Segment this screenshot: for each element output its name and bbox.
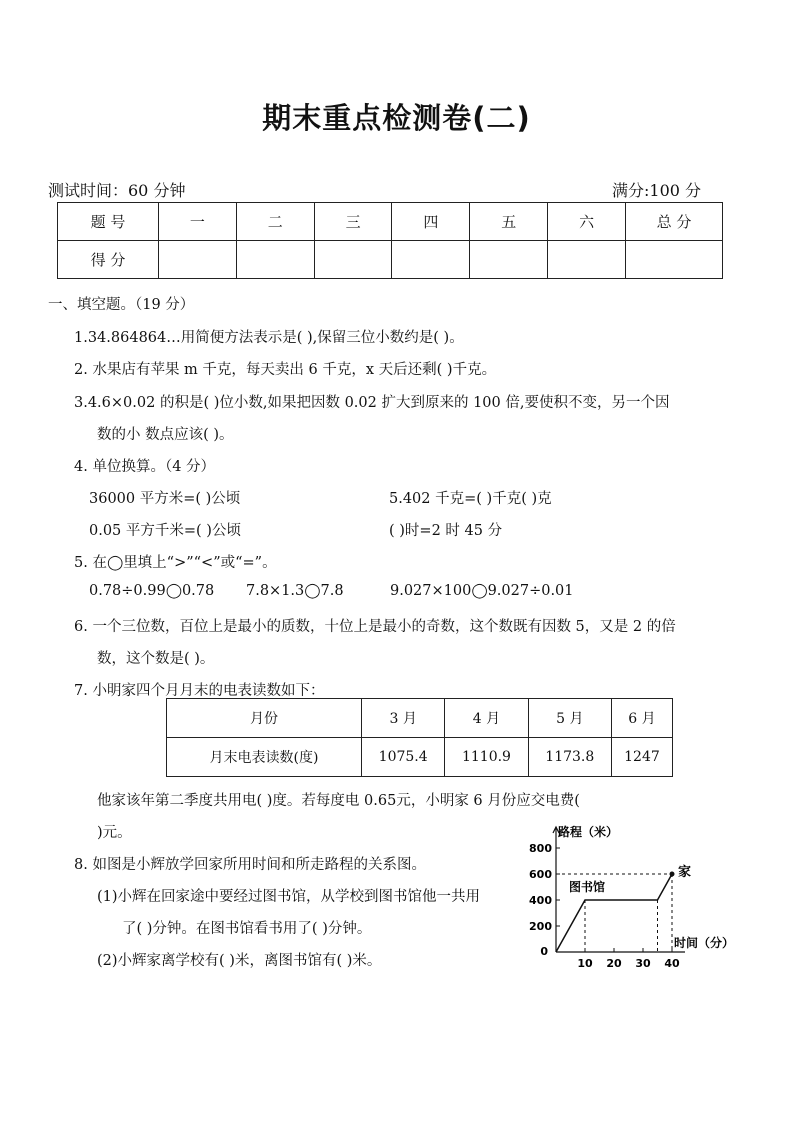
meter-value-cell: 1173.8 xyxy=(528,738,611,777)
origin-label: 0 xyxy=(540,945,548,958)
meter-table xyxy=(166,698,673,777)
question-5c: 9.027×100◯9.027÷0.01 xyxy=(390,583,574,599)
score-header-cell: 一 xyxy=(159,203,237,241)
score-header-cell: 四 xyxy=(392,203,470,241)
x-tick-label: 30 xyxy=(635,957,651,970)
question-8-2: (2)小辉家离学校有( )米，离图书馆有( )米。 xyxy=(97,953,382,969)
score-table-row xyxy=(58,241,723,279)
score-table xyxy=(57,202,723,279)
score-input-cell[interactable] xyxy=(548,241,626,279)
meter-header-cell: 5 月 xyxy=(528,699,611,738)
score-header-cell: 三 xyxy=(314,203,392,241)
meter-header-cell: 3 月 xyxy=(362,699,445,738)
question-7-line1: 他家该年第二季度共用电( )度。若每度电 0.65元，小明家 6 月份应交电费( xyxy=(97,793,580,809)
y-tick-label: 200 xyxy=(529,920,552,933)
score-input-cell[interactable] xyxy=(236,241,314,279)
question-5: 5. 在◯里填上“>”“<”或“=”。 xyxy=(74,555,277,571)
question-4c: 0.05 平方千米=( )公顷 xyxy=(89,523,241,539)
question-5b: 7.8×1.3◯7.8 xyxy=(246,583,344,599)
question-1: 1.34.864864…用简便方法表示是( ),保留三位小数约是( )。 xyxy=(74,330,464,346)
y-tick-label: 600 xyxy=(529,868,552,881)
x-axis-label: 时间（分） xyxy=(674,936,735,950)
question-8-1b: 了( )分钟。在图书馆看书用了( )分钟。 xyxy=(122,921,372,937)
question-2: 2. 水果店有苹果 m 千克，每天卖出 6 千克，x 天后还剩( )千克。 xyxy=(74,362,497,378)
question-6-line1: 6. 一个三位数，百位上是最小的质数，十位上是最小的奇数，这个数既有因数 5，又是 2 的倍 xyxy=(74,619,676,635)
score-input-cell[interactable] xyxy=(626,241,723,279)
question-6-line2: 数，这个数是( )。 xyxy=(97,651,215,667)
meter-table-row xyxy=(167,738,673,777)
score-input-cell[interactable] xyxy=(392,241,470,279)
question-7: 7. 小明家四个月月末的电表读数如下： xyxy=(74,683,325,699)
x-tick-label: 10 xyxy=(577,957,593,970)
question-4d: ( )时=2 时 45 分 xyxy=(389,523,503,539)
score-input-cell[interactable] xyxy=(159,241,237,279)
meter-header-cell: 月份 xyxy=(167,699,362,738)
question-8-1a: (1)小辉在回家途中要经过图书馆，从学校到图书馆他一共用 xyxy=(97,889,481,905)
question-3-line2: 数的小 数点应该( )。 xyxy=(97,427,234,443)
x-tick-label: 20 xyxy=(606,957,622,970)
test-time: 测试时间：60 分钟 xyxy=(48,181,186,200)
meter-table-header xyxy=(167,699,673,738)
section-heading: 一、填空题。（19 分） xyxy=(48,297,195,313)
score-table-header xyxy=(58,203,723,241)
meter-header-cell: 4 月 xyxy=(445,699,528,738)
meter-row-label: 月末电表读数(度) xyxy=(167,738,362,777)
question-7-line2: )元。 xyxy=(97,825,132,841)
question-4b: 5.402 千克=( )千克( )克 xyxy=(389,491,552,507)
y-axis-label: 路程（米） xyxy=(558,825,619,839)
question-4: 4. 单位换算。（4 分） xyxy=(74,459,216,475)
annotation-library: 图书馆 xyxy=(569,880,606,894)
question-4a: 36000 平方米=( )公顷 xyxy=(89,491,241,507)
meter-value-cell: 1110.9 xyxy=(445,738,528,777)
meter-value-cell: 1075.4 xyxy=(362,738,445,777)
score-input-cell[interactable] xyxy=(314,241,392,279)
page-title: 期末重点检测卷(二) xyxy=(262,101,531,135)
score-header-cell: 二 xyxy=(236,203,314,241)
meter-value-cell: 1247 xyxy=(611,738,672,777)
question-5a: 0.78÷0.99◯0.78 xyxy=(89,583,215,599)
distance-time-chart xyxy=(520,815,750,975)
question-3-line1: 3.4.6×0.02 的积是( )位小数,如果把因数 0.02 扩大到原来的 100 倍,要使积不变，另一个因 xyxy=(74,395,670,411)
score-row-label: 得 分 xyxy=(58,241,159,279)
y-tick-label: 800 xyxy=(529,842,552,855)
score-header-cell: 题 号 xyxy=(58,203,159,241)
y-tick-label: 400 xyxy=(529,894,552,907)
score-header-cell: 五 xyxy=(470,203,548,241)
score-header-cell: 总 分 xyxy=(626,203,723,241)
x-tick-label: 40 xyxy=(664,957,680,970)
score-input-cell[interactable] xyxy=(470,241,548,279)
score-header-cell: 六 xyxy=(548,203,626,241)
annotation-home: 家 xyxy=(678,865,692,880)
full-score: 满分:100 分 xyxy=(612,181,702,200)
meter-header-cell: 6 月 xyxy=(611,699,672,738)
question-8: 8. 如图是小辉放学回家所用时间和所走路程的关系图。 xyxy=(74,857,426,873)
